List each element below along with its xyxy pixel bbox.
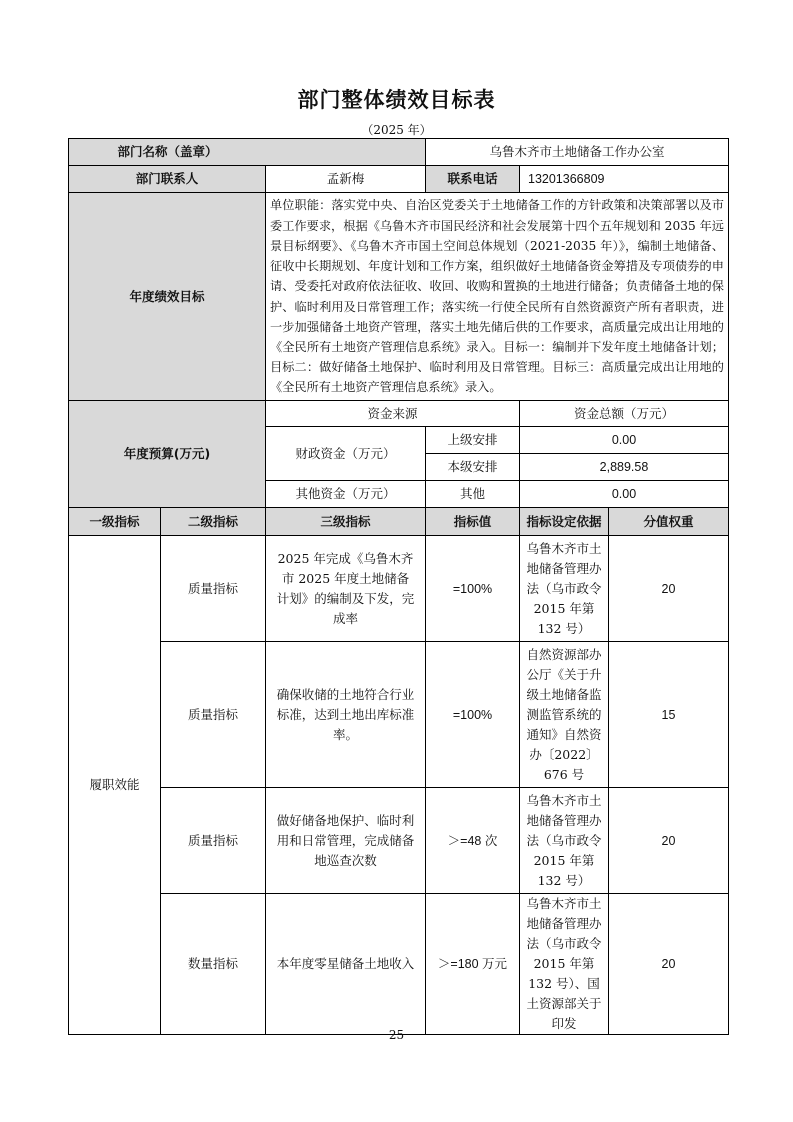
value-cell: =100% xyxy=(426,536,520,642)
goal-text: 单位职能：落实党中央、自治区党委关于土地储备工作的方针政策和决策部署以及市委工作要求，根据《乌鲁木齐市国民经济和社会发展第十四个五年规划和 2035 年远景目标纲要》、《乌鲁木齐市国土空间总体规划（2021-2035 年）》，编制土地储备、征收中长期规划、年度计划和工作方案，组织做好土地储备资金筹措及专项债券的申请、受委托对政府依法征收、收回、收购和置换的土地进行储备；负责储备土地的保护、临时利用及日常管理工作；落实统一行使全民所有自然资源资产所有者职责，进一步加强储备土地资产管理，落实土地先储后供的工作要求，高质量完成出让用地的《全民所有土地资产管理信息系统》录入。目标一：编制并下发年度土地储备计划；目标二：做好储备土地保护、临时利用及日常管理。目标三：高质量完成出让用地的《全民所有土地资产管理信息系统》录入。 xyxy=(266,193,729,401)
dept-contact-row xyxy=(69,166,729,193)
indicator-row xyxy=(69,642,729,788)
basis-cell: 自然资源部办公厅《关于升级土地储备监测监管系统的通知》自然资办〔2022〕676 号 xyxy=(520,642,609,788)
indicator-header-row xyxy=(69,508,729,536)
indicator-row xyxy=(69,894,729,1035)
goal-row xyxy=(69,193,729,401)
header-level3: 三级指标 xyxy=(266,508,426,536)
level2-cell: 数量指标 xyxy=(161,894,266,1035)
value-cell: =100% xyxy=(426,642,520,788)
budget-source-header: 资金来源 xyxy=(266,401,520,427)
header-basis: 指标设定依据 xyxy=(520,508,609,536)
upper-label: 上级安排 xyxy=(426,427,520,454)
budget-total-header: 资金总额（万元） xyxy=(520,401,729,427)
other-label: 其他资金（万元） xyxy=(266,481,426,508)
budget-label: 年度预算(万元) xyxy=(69,401,266,508)
level2-cell: 质量指标 xyxy=(161,642,266,788)
performance-table xyxy=(68,138,729,1035)
header-value: 指标值 xyxy=(426,508,520,536)
weight-cell: 20 xyxy=(609,788,729,894)
budget-header-row xyxy=(69,401,729,427)
other-sub-label: 其他 xyxy=(426,481,520,508)
phone-label: 联系电话 xyxy=(426,166,520,193)
basis-cell: 乌鲁木齐市土地储备管理办法（乌市政令 2015 年第 132 号） xyxy=(520,536,609,642)
level3-cell: 做好储备地保护、临时利用和日常管理，完成储备地巡查次数 xyxy=(266,788,426,894)
dept-name-label: 部门名称（盖章） xyxy=(117,144,218,159)
page-title: 部门整体绩效目标表 xyxy=(297,88,496,112)
local-value: 2,889.58 xyxy=(520,454,729,481)
contact-value: 孟新梅 xyxy=(266,166,426,193)
phone-value: 13201366809 xyxy=(520,166,729,193)
weight-cell: 20 xyxy=(609,894,729,1035)
level2-cell: 质量指标 xyxy=(161,536,266,642)
level3-cell: 2025 年完成《乌鲁木齐市 2025 年度土地储备计划》的编制及下发，完成率 xyxy=(266,536,426,642)
dept-name-row xyxy=(69,139,729,166)
weight-cell: 20 xyxy=(609,536,729,642)
basis-cell: 乌鲁木齐市土地储备管理办法（乌市政令 2015 年第 132 号） xyxy=(520,788,609,894)
level3-cell: 确保收储的土地符合行业标准，达到土地出库标准率。 xyxy=(266,642,426,788)
dept-name-label-cell xyxy=(69,139,426,166)
local-label: 本级安排 xyxy=(426,454,520,481)
level1-cell: 履职效能 xyxy=(69,536,161,1035)
page-subtitle-year: （2025 年） xyxy=(361,123,432,137)
level3-cell: 本年度零星储备土地收入 xyxy=(266,894,426,1035)
other-value: 0.00 xyxy=(520,481,729,508)
header-level2: 二级指标 xyxy=(161,508,266,536)
indicator-row xyxy=(69,536,729,642)
basis-cell: 乌鲁木齐市土地储备管理办法（乌市政令 2015 年第 132 号）、国土资源部关于印发 xyxy=(520,894,609,1035)
level2-cell: 质量指标 xyxy=(161,788,266,894)
contact-label: 部门联系人 xyxy=(69,166,266,193)
fiscal-label: 财政资金（万元） xyxy=(266,427,426,481)
indicator-row xyxy=(69,788,729,894)
header-weight: 分值权重 xyxy=(609,508,729,536)
goal-label: 年度绩效目标 xyxy=(69,193,266,401)
upper-value: 0.00 xyxy=(520,427,729,454)
value-cell: ＞=180 万元 xyxy=(426,894,520,1035)
weight-cell: 15 xyxy=(609,642,729,788)
page-number: 25 xyxy=(388,1028,405,1042)
value-cell: ＞=48 次 xyxy=(426,788,520,894)
dept-name-value: 乌鲁木齐市土地储备工作办公室 xyxy=(426,139,729,166)
header-level1: 一级指标 xyxy=(69,508,161,536)
